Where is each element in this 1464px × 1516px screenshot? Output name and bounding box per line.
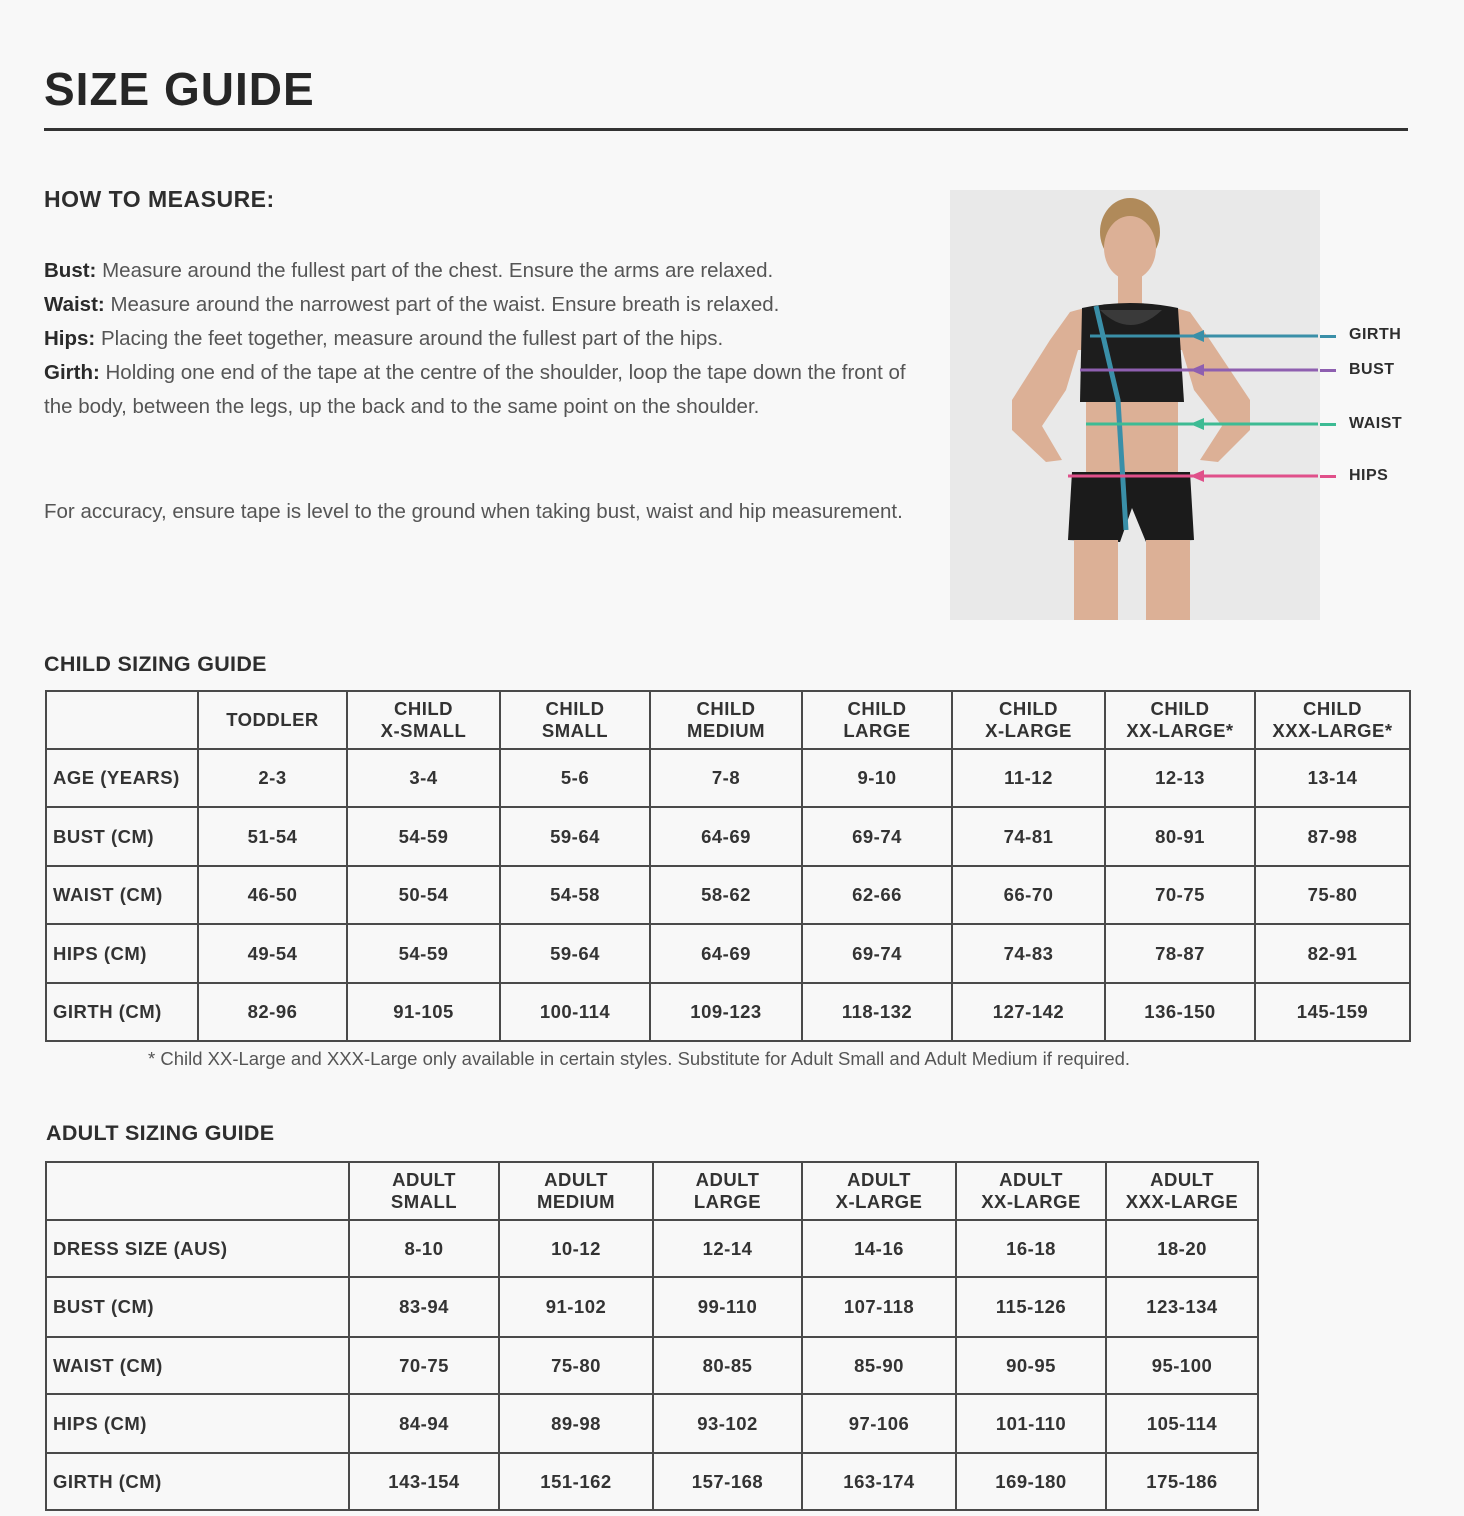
bust-term: Bust:: [44, 259, 97, 282]
table-cell: 105-114: [1106, 1394, 1258, 1453]
column-header: ADULT XXX-LARGE: [1106, 1162, 1258, 1220]
table-cell: 75-80: [1255, 866, 1410, 924]
table-cell: 163-174: [802, 1453, 956, 1510]
row-label: GIRTH (CM): [46, 983, 198, 1041]
child-size-table: [45, 690, 1411, 1042]
table-cell: 90-95: [956, 1337, 1106, 1394]
table-row: [46, 1277, 1258, 1337]
table-cell: 18-20: [1106, 1220, 1258, 1277]
table-cell: 151-162: [499, 1453, 653, 1510]
table-cell: 64-69: [650, 807, 802, 866]
table-cell: 100-114: [500, 983, 650, 1041]
row-label: BUST (CM): [46, 1277, 349, 1337]
table-row: [46, 1394, 1258, 1453]
hips-arrow-line: [1320, 475, 1336, 478]
table-cell: 7-8: [650, 749, 802, 807]
table-cell: 109-123: [650, 983, 802, 1041]
page-title: SIZE GUIDE: [44, 63, 315, 115]
column-header: CHILD X-LARGE: [952, 691, 1105, 749]
row-label: WAIST (CM): [46, 866, 198, 924]
adult-section-title: ADULT SIZING GUIDE: [46, 1121, 275, 1145]
table-cell: 80-85: [653, 1337, 802, 1394]
accuracy-note: For accuracy, ensure tape is level to the ground when taking bust, waist and hip measurement.: [44, 500, 903, 523]
how-to-measure-heading: HOW TO MEASURE:: [44, 186, 275, 212]
table-cell: 2-3: [198, 749, 347, 807]
table-cell: 58-62: [650, 866, 802, 924]
table-cell: 54-59: [347, 807, 500, 866]
model-illustration: [950, 190, 1320, 620]
table-cell: 91-105: [347, 983, 500, 1041]
table-cell: 75-80: [499, 1337, 653, 1394]
table-cell: 69-74: [802, 924, 952, 983]
column-header: CHILD X-SMALL: [347, 691, 500, 749]
bust-text: Measure around the fullest part of the chest. Ensure the arms are relaxed.: [96, 259, 774, 282]
table-cell: 145-159: [1255, 983, 1410, 1041]
title-divider: [44, 128, 1408, 131]
row-label: DRESS SIZE (AUS): [46, 1220, 349, 1277]
table-cell: 14-16: [802, 1220, 956, 1277]
row-label: HIPS (CM): [46, 924, 198, 983]
table-cell: 78-87: [1105, 924, 1255, 983]
table-cell: 85-90: [802, 1337, 956, 1394]
table-cell: 11-12: [952, 749, 1105, 807]
row-label: AGE (YEARS): [46, 749, 198, 807]
table-cell: 66-70: [952, 866, 1105, 924]
table-cell: 74-83: [952, 924, 1105, 983]
table-cell: 5-6: [500, 749, 650, 807]
row-label: BUST (CM): [46, 807, 198, 866]
adult-size-table: [45, 1161, 1259, 1511]
column-header: ADULT X-LARGE: [802, 1162, 956, 1220]
table-cell: 50-54: [347, 866, 500, 924]
table-cell: 91-102: [499, 1277, 653, 1337]
table-cell: 9-10: [802, 749, 952, 807]
row-label: HIPS (CM): [46, 1394, 349, 1453]
hips-term: Hips:: [44, 327, 96, 350]
table-cell: 136-150: [1105, 983, 1255, 1041]
table-cell: 8-10: [349, 1220, 499, 1277]
table-cell: 87-98: [1255, 807, 1410, 866]
waist-arrow-line: [1320, 423, 1336, 426]
table-cell: 101-110: [956, 1394, 1106, 1453]
table-cell: 89-98: [499, 1394, 653, 1453]
table-cell: 49-54: [198, 924, 347, 983]
table-row: [46, 807, 1410, 866]
girth-label: GIRTH: [1349, 326, 1402, 343]
girth-text: Holding one end of the tape at the centre of the shoulder, loop the tape down the front of the body, between the legs, up the back and to the same point on the shoulder.: [44, 361, 906, 418]
table-cell: 169-180: [956, 1453, 1106, 1510]
column-header: CHILD XXX-LARGE*: [1255, 691, 1410, 749]
column-header: CHILD LARGE: [802, 691, 952, 749]
header-corner: [46, 1162, 349, 1220]
table-cell: 10-12: [499, 1220, 653, 1277]
adult-header-row: [46, 1162, 1258, 1220]
column-header: TODDLER: [198, 691, 347, 749]
table-cell: 46-50: [198, 866, 347, 924]
column-header: ADULT SMALL: [349, 1162, 499, 1220]
bust-label: BUST: [1349, 361, 1395, 378]
child-section-title: CHILD SIZING GUIDE: [44, 652, 267, 676]
waist-label: WAIST: [1349, 415, 1403, 432]
table-cell: 83-94: [349, 1277, 499, 1337]
table-cell: 97-106: [802, 1394, 956, 1453]
table-cell: 62-66: [802, 866, 952, 924]
waist-text: Measure around the narrowest part of the waist. Ensure breath is relaxed.: [104, 293, 780, 316]
bust-arrow-line: [1320, 369, 1336, 372]
table-cell: 13-14: [1255, 749, 1410, 807]
table-cell: 54-58: [500, 866, 650, 924]
table-cell: 74-81: [952, 807, 1105, 866]
row-label: GIRTH (CM): [46, 1453, 349, 1510]
table-cell: 69-74: [802, 807, 952, 866]
bust-instruction: [44, 254, 924, 288]
girth-term: Girth:: [44, 361, 100, 384]
table-cell: 82-91: [1255, 924, 1410, 983]
hips-label: HIPS: [1349, 467, 1389, 484]
table-cell: 70-75: [1105, 866, 1255, 924]
table-cell: 16-18: [956, 1220, 1106, 1277]
hips-text: Placing the feet together, measure around the fullest part of the hips.: [95, 327, 724, 350]
table-cell: 115-126: [956, 1277, 1106, 1337]
table-cell: 175-186: [1106, 1453, 1258, 1510]
table-cell: 157-168: [653, 1453, 802, 1510]
child-header-row: [46, 691, 1410, 749]
waist-term: Waist:: [44, 293, 105, 316]
model-photo: [950, 190, 1320, 620]
table-cell: 107-118: [802, 1277, 956, 1337]
table-cell: 99-110: [653, 1277, 802, 1337]
row-label: WAIST (CM): [46, 1337, 349, 1394]
table-cell: 59-64: [500, 807, 650, 866]
header-corner: [46, 691, 198, 749]
table-row: [46, 924, 1410, 983]
table-cell: 118-132: [802, 983, 952, 1041]
measure-instructions: [44, 254, 924, 424]
table-row: [46, 1337, 1258, 1394]
column-header: ADULT LARGE: [653, 1162, 802, 1220]
column-header: ADULT MEDIUM: [499, 1162, 653, 1220]
table-cell: 12-14: [653, 1220, 802, 1277]
child-footnote: * Child XX-Large and XXX-Large only available in certain styles. Substitute for Adult Small and Adult Medium if required.: [148, 1048, 1131, 1069]
column-header: ADULT XX-LARGE: [956, 1162, 1106, 1220]
table-row: [46, 1220, 1258, 1277]
column-header: CHILD SMALL: [500, 691, 650, 749]
table-cell: 51-54: [198, 807, 347, 866]
table-cell: 93-102: [653, 1394, 802, 1453]
table-cell: 70-75: [349, 1337, 499, 1394]
girth-arrow-line: [1320, 335, 1336, 338]
table-cell: 12-13: [1105, 749, 1255, 807]
hips-instruction: [44, 322, 924, 356]
table-row: [46, 983, 1410, 1041]
table-cell: 127-142: [952, 983, 1105, 1041]
table-cell: 3-4: [347, 749, 500, 807]
column-header: CHILD MEDIUM: [650, 691, 802, 749]
table-cell: 59-64: [500, 924, 650, 983]
table-cell: 64-69: [650, 924, 802, 983]
girth-instruction: [44, 356, 924, 424]
table-cell: 95-100: [1106, 1337, 1258, 1394]
table-cell: 82-96: [198, 983, 347, 1041]
table-cell: 54-59: [347, 924, 500, 983]
table-row: [46, 749, 1410, 807]
table-cell: 143-154: [349, 1453, 499, 1510]
table-cell: 80-91: [1105, 807, 1255, 866]
table-row: [46, 1453, 1258, 1510]
waist-instruction: [44, 288, 924, 322]
table-cell: 123-134: [1106, 1277, 1258, 1337]
table-row: [46, 866, 1410, 924]
column-header: CHILD XX-LARGE*: [1105, 691, 1255, 749]
table-cell: 84-94: [349, 1394, 499, 1453]
